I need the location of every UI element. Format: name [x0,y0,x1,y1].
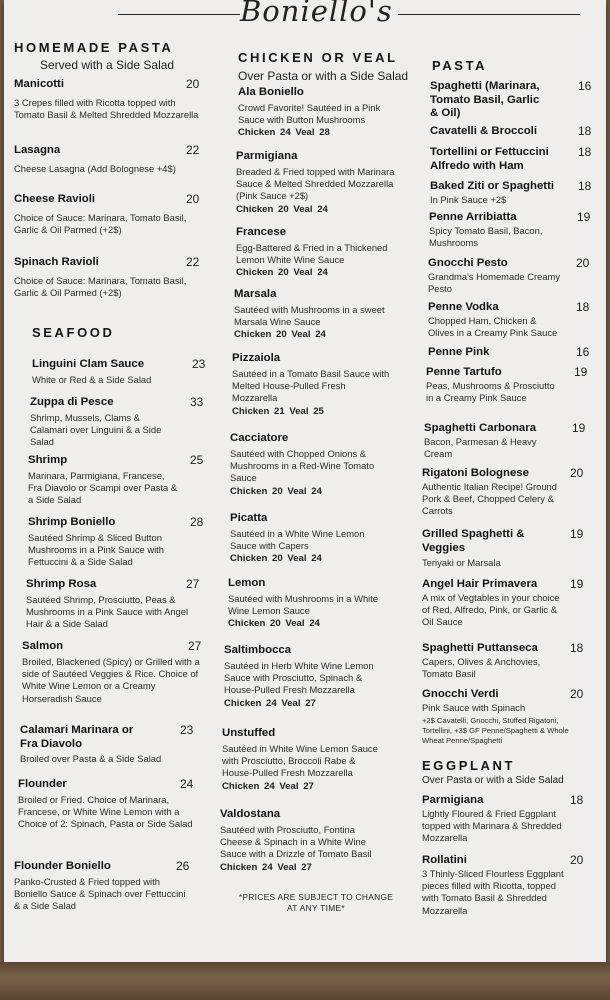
menu-item-description: Broiled over Pasta & a Side Salad [20,753,162,764]
menu-item-name: Linguini Clam Sauce [32,358,145,370]
menu-item-name: Zuppa di Pesce [30,396,114,408]
section-title-chicken-veal: CHICKEN OR VEAL [238,50,398,65]
restaurant-logo: Boniello's [240,0,393,28]
menu-item-name: Angel Hair Primavera [422,578,538,590]
menu-item-description: Panko-Crusted & Fried topped with Boniello Sauce & Spinach over Fettuccini & a Side Salad [14,875,186,912]
menu-item-description: Choice of Sauce: Marinara, Tomato Basil, Garlic & Oil Parmed (+2$) [14,211,187,235]
menu-item-price: 20 [186,77,200,91]
menu-item-prices: Chicken 24 Veal 28 [238,127,330,139]
menu-item-description: Cheese Lasagna (Add Bolognese +4$) [14,162,176,174]
menu-item-price: 18 [576,300,590,314]
menu-item-description: 3 Thinly-Sliced Flourless Eggplant pieces filled with Ricotta, topped with Tomato Basil & Shredded Mozzarella [422,867,564,916]
menu-item-description: Choice of Sauce: Marinara, Tomato Basil, Garlic & Oil Parmed (+2$) [14,274,187,298]
menu-item-name: Valdostana [220,808,281,820]
menu-item-prices: Chicken 24 Veal 27 [222,780,314,792]
menu-item-description: Chopped Ham, Chicken & Olives in a Creamy Pink Sauce [428,314,558,338]
menu-item-price: 26 [176,859,190,873]
pasta-substitution-note: +2$ Cavatelli, Gnocchi, Stuffed Rigatoni, Tortellini, +3$ GF Penne/Spaghetti & Whole Wheat Penne/Spaghetti [422,715,569,745]
menu-item-name: Unstuffed [222,727,276,739]
menu-item-description: Sautéed in White Wine Lemon Sauce with Prosciutto, Broccoli Rabe & House-Pulled Fresh Mozzarella [222,742,378,779]
menu-item-name: Tortellini or Fettuccini Alfredo with Ham [430,146,549,172]
menu-item-name: Shrimp [28,454,68,466]
menu-item-price: 24 [180,777,194,791]
menu-item-description: White or Red & a Side Salad [32,373,152,385]
menu-item-name: Shrimp Rosa [26,578,97,590]
menu-item [20,724,212,765]
menu-item [236,150,422,216]
menu-item [28,454,220,507]
menu-item-prices: Chicken 20 Veal 24 [228,618,320,630]
menu-item-description: Bacon, Parmesan & Heavy Cream [424,435,537,459]
menu-item-description: Crowd Favorite! Sautéed in a Pink Sauce with Button Mushrooms [238,101,381,125]
menu-item [424,422,602,460]
menu-item-name: Manicotti [14,78,64,90]
section-subtitle-homemade-pasta: Served with a Side Salad [40,58,175,72]
menu-item-description: Marinara, Parmigiana, Francese, Fra Diavolo or Scampi over Pasta & a Side Salad [28,469,178,506]
menu-item [422,467,600,518]
price-disclaimer: *PRICES ARE SUBJECT TO CHANGE AT ANY TIME* [238,892,394,913]
menu-item [22,640,214,705]
menu-item [422,794,600,845]
menu-item [422,528,600,569]
menu-item-description: Sautéed Shrimp, Prosciutto, Peas & Mushrooms in a Pink Sauce with Angel Hair & a Side Salad [26,593,189,630]
header-rule-left [118,14,240,15]
menu-item-price: 16 [578,79,592,93]
menu-item [422,578,600,629]
menu-item-price: 18 [570,793,584,807]
menu-item [238,86,424,139]
menu-item [222,727,408,793]
menu-item-description: Egg-Battered & Fried in a Thickened Lemon White Wine Sauce [236,241,388,265]
menu-item [430,180,608,206]
menu-item [26,578,218,631]
menu-item-prices: Chicken 20 Veal 24 [230,553,322,565]
menu-item-name: Penne Arribiatta [429,211,517,223]
menu-item [430,146,608,173]
menu-item-price: 20 [570,853,584,867]
menu-item-price: 22 [186,255,200,269]
menu-header [0,0,610,34]
menu-item [428,346,606,360]
menu-item-name: Flounder [18,778,67,790]
menu-item-name: Salmon [22,640,64,652]
menu-item-name: Penne Tartufo [426,366,502,378]
menu-item [228,577,414,630]
menu-item [230,512,416,565]
menu-item-description: Broiled, Blackened (Spicy) or Grilled with a side of Sautéed Veggies & Rice. Choice of White Wine Lemon or a Creamy Horseradish Sauce [22,655,200,704]
menu-item-prices: Chicken 20 Veal 24 [230,485,322,497]
menu-item-name: Penne Vodka [428,301,499,313]
menu-item-price: 25 [190,453,204,467]
menu-item-description: Peas, Mushrooms & Prosciutto in a Creamy Pink Sauce [426,379,555,403]
menu-item-price: 19 [574,365,588,379]
menu-item [14,78,206,121]
menu-item-prices: Chicken 24 Veal 27 [220,861,312,873]
menu-item-description: Pink Sauce with Spinach [422,701,526,713]
menu-item-price: 20 [570,687,584,701]
menu-item-description: 3 Crepes filled with Ricotta topped with Tomato Basil & Melted Shredded Mozzarella [14,96,199,120]
menu-item [422,642,600,680]
menu-item-name: Marsala [234,288,277,300]
menu-item-name: Parmigiana [236,150,298,162]
menu-item [14,860,206,913]
menu-item [426,366,604,404]
menu-item-description: Grandma's Homemade Creamy Pesto [428,270,561,294]
menu-item-description: Sautéed in a Tomato Basil Sauce with Melted House-Pulled Fresh Mozzarella [232,367,390,404]
menu-item [234,288,420,341]
menu-item [224,644,410,710]
menu-item-description: Sautéed with Mushrooms in a sweet Marsala Wine Sauce [234,303,385,327]
menu-item [429,211,607,249]
menu-item-name: Rollatini [422,854,467,866]
menu-item-description: A mix of Vegtables in your choice of Red, Alfredo, Pink, or Garlic & Oil Sauce [422,591,560,628]
menu-item-name: Spaghetti Carbonara [424,422,537,434]
menu-item-name: Gnocchi Verdi [422,688,499,700]
menu-item-description: In Pink Sauce +2$ [430,193,507,205]
menu-item-name: Shrimp Boniello [28,516,116,528]
menu-item [18,778,210,831]
menu-item-name: Lasagna [14,144,61,156]
menu-item-description: Authentic Italian Recipe! Ground Pork & Beef, Chopped Celery & Carrots [422,480,557,517]
menu-item [232,352,418,418]
menu-item-price: 27 [188,639,202,653]
section-title-seafood: SEAFOOD [32,325,115,340]
menu-item [14,256,206,299]
menu-item-name: Parmigiana [422,794,484,806]
menu-item-name: Picatta [230,512,268,524]
menu-item-price: 18 [578,145,592,159]
menu-item-name: Pizzaiola [232,352,281,364]
menu-item [14,144,206,175]
menu-item-description: Capers, Olives & Anchovies, Tomato Basil [422,655,541,679]
section-title-pasta: PASTA [432,58,488,73]
menu-item-price: 20 [186,192,200,206]
menu-item-description: Sautéed with Prosciutto, Fontina Cheese & Spinach in a White Wine Sauce with a Drizzle of Tomato Basil [220,823,372,860]
menu-item [430,80,608,121]
menu-item-prices: Chicken 21 Veal 25 [232,405,324,417]
menu-item-price: 19 [570,527,584,541]
menu-item-price: 19 [577,210,591,224]
menu-item-price: 18 [570,641,584,655]
menu-item-description: Sautéed with Mushrooms in a White Wine Lemon Sauce [228,592,379,616]
menu-item [14,193,206,236]
menu-item-name: Flounder Boniello [14,860,111,872]
menu-item-name: Spinach Ravioli [14,256,99,268]
header-rule-right [398,14,580,15]
menu-item-name: Gnocchi Pesto [428,257,508,269]
menu-item-description: Lightly Floured & Fried Eggplant topped with Marinara & Shredded Mozzarella [422,807,562,844]
menu-item-price: 33 [190,395,204,409]
menu-item [32,358,224,386]
menu-item-description: Sautéed Shrimp & Sliced Button Mushrooms in a Pink Sauce with Fettuccini & a Side Salad [28,531,164,568]
menu-item [422,854,600,917]
menu-item-price: 22 [186,143,200,157]
menu-item-name: Saltimbocca [224,644,292,656]
menu-item-price: 28 [190,515,204,529]
menu-item-description: Sautéed in Herb White Wine Lemon Sauce with Prosciutto, Spinach & House-Pulled Fresh Mozzarella [224,659,374,696]
menu-item-name: Spaghetti (Marinara, Tomato Basil, Garlic & Oil) [430,80,540,119]
menu-item-name: Rigatoni Bolognese [422,467,529,479]
menu-item-price: 20 [570,466,584,480]
menu-item-price: 23 [192,357,206,371]
menu-item-name: Penne Pink [428,346,490,358]
menu-item-price: 19 [572,421,586,435]
menu-item-description: Breaded & Fried topped with Marinara Sauce & Melted Shredded Mozzarella (Pink Sauce +2$) [236,165,395,202]
menu-item-name: Ala Boniello [238,86,304,98]
menu-item [30,396,222,449]
menu-item-description: Sautéed in a White Wine Lemon Sauce with Capers [230,527,365,551]
menu-item-name: Francese [236,226,287,238]
section-subtitle-eggplant: Over Pasta or with a Side Salad [422,775,564,786]
menu-item-description: Spicy Tomato Basil, Bacon, Mushrooms [429,224,543,248]
menu-item-prices: Chicken 24 Veal 27 [224,697,316,709]
menu-item-description: Sautéed with Chopped Onions & Mushrooms in a Red-Wine Tomato Sauce [230,447,375,484]
menu-item-description: Broiled or Fried. Choice of Marinara, Francese, or White Wine Lemon with a Choice of 2: Spinach, Pasta or Side Salad [18,793,193,830]
menu-item-prices: Chicken 20 Veal 24 [236,267,328,279]
menu-item-price: 18 [578,179,592,193]
menu-item [236,226,422,279]
table-surface [0,962,610,1000]
section-title-eggplant: EGGPLANT [422,758,516,773]
menu-item-name: Grilled Spaghetti & Veggies [422,528,525,554]
menu-item [230,432,416,498]
menu-item [428,257,606,295]
menu-item-name: Baked Ziti or Spaghetti [430,180,555,192]
menu-item-price: 19 [570,577,584,591]
menu-item-description: Shrimp, Mussels, Clams & Calamari over Linguini & a Side Salad [30,411,162,448]
menu-item-prices: Chicken 20 Veal 24 [236,203,328,215]
menu-item-description: Teriyaki or Marsala [422,557,501,568]
menu-item-name: Spaghetti Puttanseca [422,642,538,654]
menu-item-price: 18 [578,124,592,138]
menu-item [28,516,220,569]
menu-item [428,301,606,339]
menu-item-name: Lemon [228,577,266,589]
section-subtitle-chicken-veal: Over Pasta or with a Side Salad [238,69,409,83]
menu-item-prices: Chicken 20 Veal 24 [234,329,326,341]
menu-item [422,688,600,746]
menu-item [430,125,608,139]
section-title-homemade-pasta: HOMEMADE PASTA [14,40,174,55]
menu-item-name: Cavatelli & Broccoli [430,125,537,137]
menu-item [220,808,406,874]
menu-item-price: 27 [186,577,200,591]
menu-item-name: Cheese Ravioli [14,193,96,205]
menu-item-name: Cacciatore [230,432,289,444]
menu-item-price: 16 [576,345,590,359]
menu-item-price: 20 [576,256,590,270]
menu-item-price: 23 [180,723,194,737]
menu-item-name: Calamari Marinara or Fra Diavolo [20,724,134,750]
